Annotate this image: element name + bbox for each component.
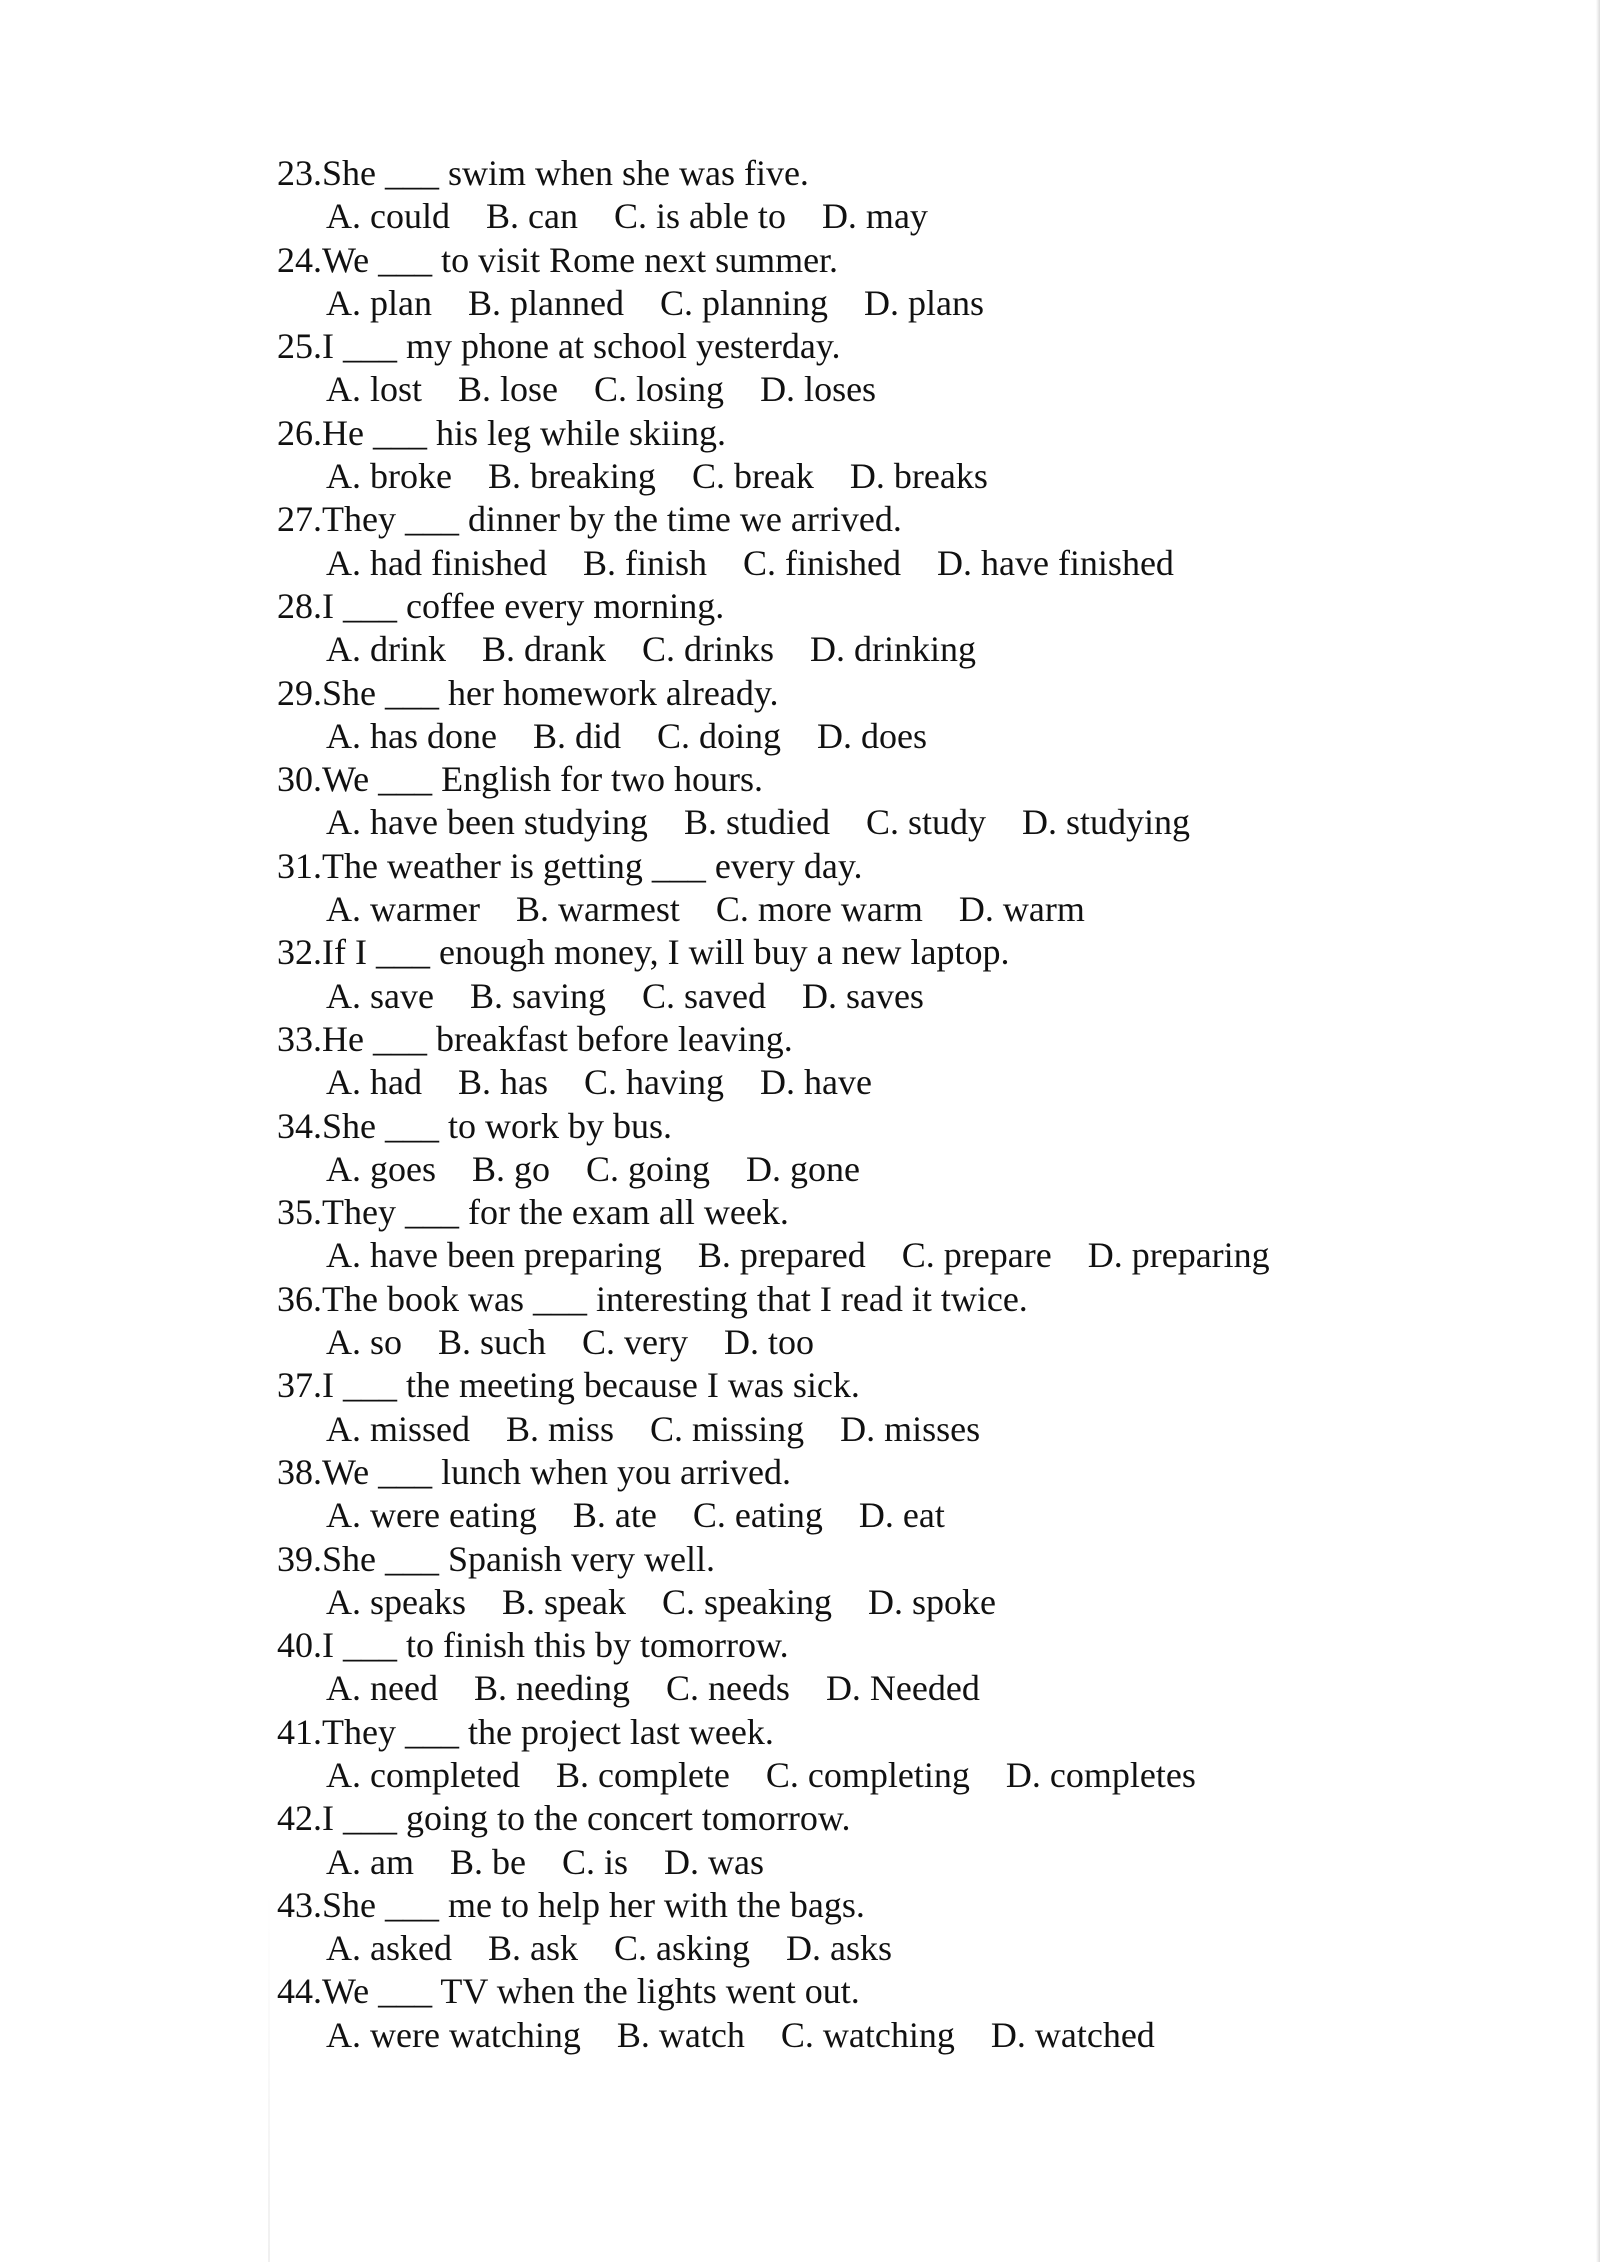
question-stem: 34.She ___ to work by bus. bbox=[277, 1105, 672, 1146]
answer-option: B. ask bbox=[487, 1928, 578, 1969]
answer-option: B. finish bbox=[582, 542, 707, 583]
question-stem: 24.We ___ to visit Rome next summer. bbox=[277, 239, 839, 280]
answer-option: D. too bbox=[724, 1322, 814, 1363]
answer-option: C. more warm bbox=[715, 889, 923, 930]
question-stem: 36.The book was ___ interesting that I read it twice. bbox=[277, 1278, 1028, 1319]
answer-option: D. saves bbox=[801, 975, 924, 1016]
page-shadow-right bbox=[1596, 0, 1600, 2262]
answer-option: B. can bbox=[485, 196, 578, 237]
answer-option: B. ate bbox=[572, 1495, 657, 1536]
answer-option: D. warm bbox=[958, 889, 1085, 930]
answer-option: D. gone bbox=[746, 1148, 861, 1189]
question-options bbox=[277, 1927, 1477, 1970]
answer-option: C. prepare bbox=[901, 1235, 1052, 1276]
question-options bbox=[277, 1234, 1477, 1277]
answer-option: D. may bbox=[821, 196, 928, 237]
question-options bbox=[277, 715, 1477, 758]
answer-option: A. asked bbox=[326, 1928, 452, 1969]
answer-option: A. were watching bbox=[326, 2014, 581, 2055]
question-options bbox=[277, 195, 1477, 238]
question-options bbox=[277, 542, 1477, 585]
question-options bbox=[277, 888, 1477, 931]
answer-option: A. save bbox=[326, 975, 434, 1016]
question-stem: 39.She ___ Spanish very well. bbox=[277, 1538, 715, 1579]
answer-option: A. so bbox=[326, 1322, 403, 1363]
answer-option: D. have finished bbox=[936, 542, 1174, 583]
answer-option: B. breaking bbox=[487, 456, 656, 497]
answer-option: D. misses bbox=[840, 1408, 981, 1449]
answer-option: C. is bbox=[561, 1841, 629, 1882]
question-stem: 37.I ___ the meeting because I was sick. bbox=[277, 1365, 860, 1406]
question-stem: 27.They ___ dinner by the time we arrived. bbox=[277, 499, 902, 540]
answer-option: B. studied bbox=[683, 802, 830, 843]
question-options bbox=[277, 1581, 1477, 1624]
answer-option: C. saved bbox=[641, 975, 766, 1016]
answer-option: A. could bbox=[326, 196, 450, 237]
question-options bbox=[277, 801, 1477, 844]
answer-option: C. study bbox=[865, 802, 986, 843]
answer-option: D. preparing bbox=[1087, 1235, 1270, 1276]
answer-option: D. loses bbox=[760, 369, 877, 410]
question-list bbox=[277, 152, 1477, 2057]
answer-option: B. saving bbox=[469, 975, 606, 1016]
answer-option: B. planned bbox=[467, 282, 624, 323]
answer-option: A. plan bbox=[326, 282, 432, 323]
answer-option: B. watch bbox=[616, 2014, 745, 2055]
answer-option: C. completing bbox=[765, 1754, 970, 1795]
question-options bbox=[277, 1148, 1477, 1191]
answer-option: C. break bbox=[691, 456, 814, 497]
answer-option: C. asking bbox=[613, 1928, 750, 1969]
answer-option: A. speaks bbox=[326, 1581, 466, 1622]
question-stem: 28.I ___ coffee every morning. bbox=[277, 585, 725, 626]
question-options bbox=[277, 368, 1477, 411]
answer-option: C. drinks bbox=[641, 629, 774, 670]
answer-option: C. doing bbox=[656, 715, 781, 756]
answer-option: C. eating bbox=[692, 1495, 823, 1536]
answer-option: A. has done bbox=[326, 715, 497, 756]
question-options bbox=[277, 455, 1477, 498]
answer-option: A. were eating bbox=[326, 1495, 537, 1536]
answer-option: A. missed bbox=[326, 1408, 470, 1449]
answer-option: A. goes bbox=[326, 1148, 436, 1189]
answer-option: C. finished bbox=[742, 542, 901, 583]
answer-option: A. have been preparing bbox=[326, 1235, 662, 1276]
question-stem: 41.They ___ the project last week. bbox=[277, 1711, 774, 1752]
question-stem: 25.I ___ my phone at school yesterday. bbox=[277, 326, 841, 367]
question-options bbox=[277, 2014, 1477, 2057]
answer-option: D. have bbox=[759, 1062, 872, 1103]
answer-option: B. warmest bbox=[515, 889, 680, 930]
question-stem: 31.The weather is getting ___ every day. bbox=[277, 845, 863, 886]
answer-option: B. prepared bbox=[697, 1235, 866, 1276]
question-options bbox=[277, 628, 1477, 671]
answer-option: B. has bbox=[457, 1062, 548, 1103]
answer-option: A. lost bbox=[326, 369, 423, 410]
question-options bbox=[277, 975, 1477, 1018]
question-stem: 43.She ___ me to help her with the bags. bbox=[277, 1884, 865, 1925]
question-stem: 23.She ___ swim when she was five. bbox=[277, 153, 809, 193]
answer-option: C. going bbox=[586, 1148, 711, 1189]
answer-option: A. broke bbox=[326, 456, 452, 497]
answer-option: C. speaking bbox=[661, 1581, 832, 1622]
answer-option: B. such bbox=[438, 1322, 547, 1363]
answer-option: D. plans bbox=[863, 282, 984, 323]
answer-option: A. am bbox=[326, 1841, 414, 1882]
answer-option: A. need bbox=[326, 1668, 438, 1709]
answer-option: C. needs bbox=[665, 1668, 790, 1709]
answer-option: D. eat bbox=[858, 1495, 945, 1536]
answer-option: B. speak bbox=[501, 1581, 626, 1622]
answer-option: B. lose bbox=[458, 369, 559, 410]
question-stem: 32.If I ___ enough money, I will buy a new laptop. bbox=[277, 932, 1010, 973]
answer-option: D. breaks bbox=[849, 456, 988, 497]
answer-option: B. be bbox=[449, 1841, 526, 1882]
answer-option: D. drinking bbox=[810, 629, 976, 670]
answer-option: C. watching bbox=[780, 2014, 955, 2055]
answer-option: C. losing bbox=[594, 369, 725, 410]
answer-option: A. had finished bbox=[326, 542, 547, 583]
question-stem: 30.We ___ English for two hours. bbox=[277, 759, 764, 800]
answer-option: D. asks bbox=[785, 1928, 892, 1969]
answer-option: B. needing bbox=[473, 1668, 630, 1709]
answer-option: D. watched bbox=[990, 2014, 1155, 2055]
question-options bbox=[277, 1321, 1477, 1364]
answer-option: C. missing bbox=[650, 1408, 805, 1449]
question-stem: 42.I ___ going to the concert tomorrow. bbox=[277, 1798, 851, 1839]
answer-option: D. studying bbox=[1021, 802, 1190, 843]
question-options bbox=[277, 1667, 1477, 1710]
question-options bbox=[277, 1494, 1477, 1537]
answer-option: A. had bbox=[326, 1062, 422, 1103]
answer-option: C. is able to bbox=[613, 196, 786, 237]
answer-option: A. completed bbox=[326, 1754, 520, 1795]
question-stem: 29.She ___ her homework already. bbox=[277, 672, 779, 713]
question-options bbox=[277, 282, 1477, 325]
question-options bbox=[277, 1408, 1477, 1451]
answer-option: A. drink bbox=[326, 629, 446, 670]
answer-option: B. drank bbox=[482, 629, 606, 670]
question-options bbox=[277, 1061, 1477, 1104]
answer-option: D. was bbox=[664, 1841, 764, 1882]
answer-option: A. have been studying bbox=[326, 802, 648, 843]
question-stem: 40.I ___ to finish this by tomorrow. bbox=[277, 1625, 789, 1666]
answer-option: D. spoke bbox=[867, 1581, 996, 1622]
question-stem: 35.They ___ for the exam all week. bbox=[277, 1192, 789, 1233]
question-stem: 38.We ___ lunch when you arrived. bbox=[277, 1451, 791, 1492]
answer-option: C. very bbox=[582, 1322, 688, 1363]
answer-option: C. having bbox=[583, 1062, 724, 1103]
answer-option: D. does bbox=[817, 715, 927, 756]
answer-option: B. go bbox=[472, 1148, 551, 1189]
answer-option: D. Needed bbox=[825, 1668, 980, 1709]
answer-option: B. complete bbox=[555, 1754, 730, 1795]
question-options bbox=[277, 1841, 1477, 1884]
question-stem: 26.He ___ his leg while skiing. bbox=[277, 412, 726, 453]
question-stem: 44.We ___ TV when the lights went out. bbox=[277, 1971, 860, 2012]
answer-option: B. miss bbox=[506, 1408, 615, 1449]
answer-option: A. warmer bbox=[326, 889, 480, 930]
answer-option: C. planning bbox=[659, 282, 828, 323]
answer-option: D. completes bbox=[1005, 1754, 1196, 1795]
question-stem: 33.He ___ breakfast before leaving. bbox=[277, 1018, 793, 1059]
page-shadow-left bbox=[268, 1890, 270, 2262]
answer-option: B. did bbox=[532, 715, 621, 756]
question-options bbox=[277, 1754, 1477, 1797]
